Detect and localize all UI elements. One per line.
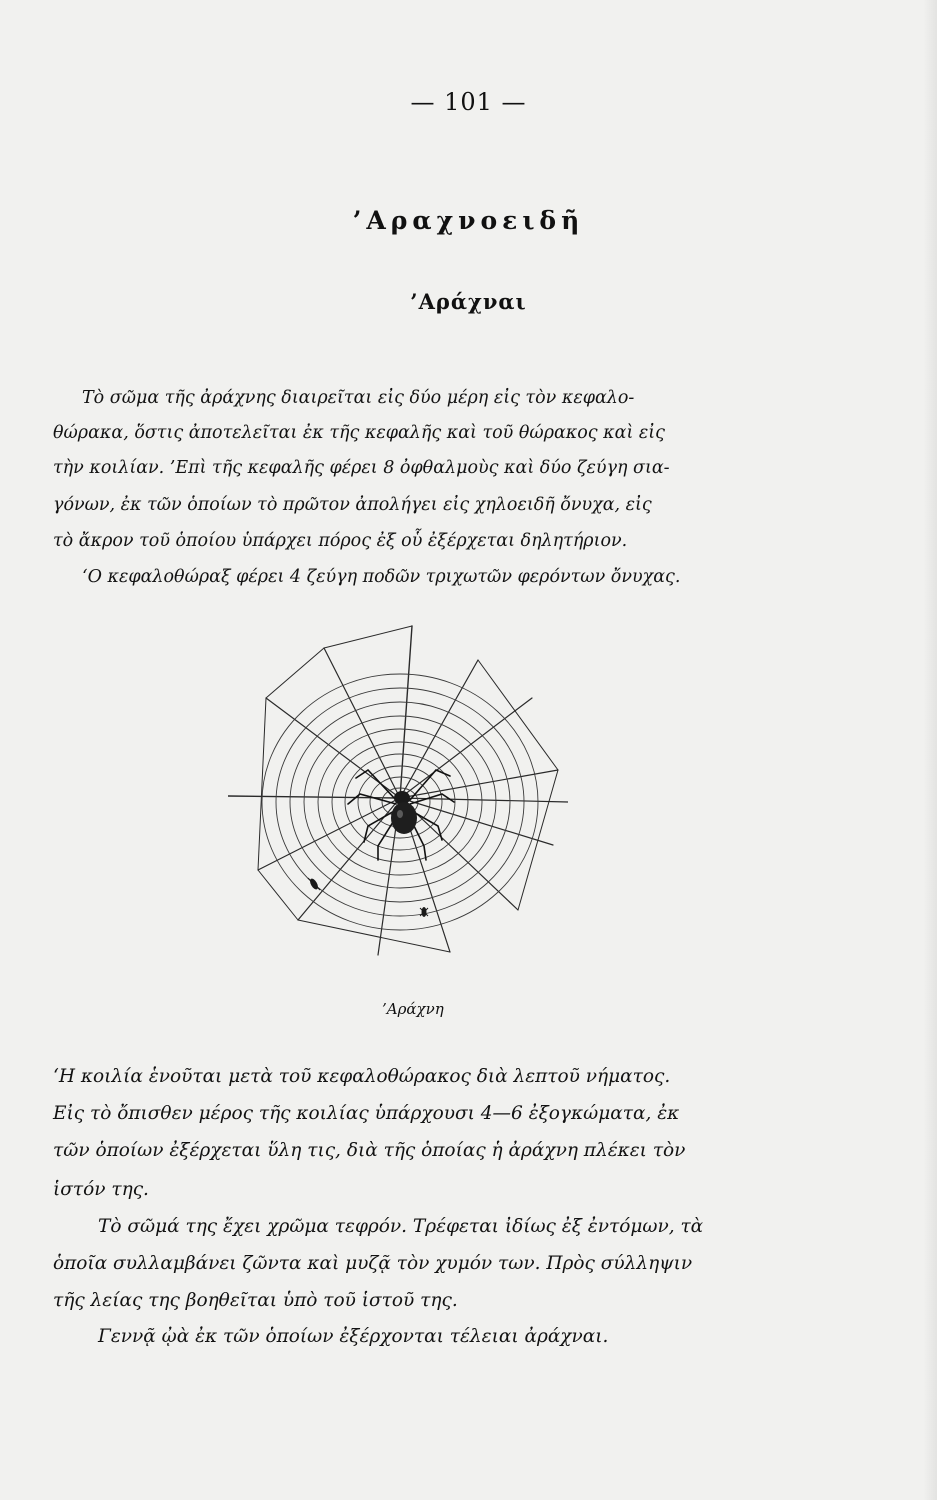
text-line: τὸ ἄκρον τοῦ ὁποίου ὑπάρχει πόρος ἐξ οὗ ἐξέρχεται δηλητήριον. [53,531,628,551]
text-line: Τὸ σῶμά της ἔχει χρῶμα τεφρόν. Τρέφεται ἰδίως ἐξ ἐντόμων, τὰ [98,1216,704,1237]
text-line: Τὸ σῶμα τῆς ἀράχνης διαιρεῖται εἰς δύο μέρη εἰς τὸν κεφαλο- [82,388,635,408]
spider-web-icon [228,620,568,970]
section-title: ’Αραχνοειδῆ [352,206,585,235]
subsection-title: ’Αράχναι [410,289,527,314]
page-number: — 101 — [410,88,527,116]
spider-web-illustration [228,620,568,970]
text-line: Εἰς τὸ ὄπισθεν μέρος τῆς κοιλίας ὑπάρχουσι 4—6 ἐξογκώματα, ἐκ [53,1103,680,1124]
text-line: θώρακα, ὅστις ἀποτελεῖται ἐκ τῆς κεφαλῆς καὶ τοῦ θώρακος καὶ εἰς [53,423,665,443]
text-line: γόνων, ἐκ τῶν ὁποίων τὸ πρῶτον ἀπολήγει εἰς χηλοειδῆ ὄνυχα, εἰς [53,495,652,515]
text-line: τῆς λείας της βοηθεῖται ὑπὸ τοῦ ἱστοῦ της. [53,1290,458,1311]
text-line: τῶν ὁποίων ἐξέρχεται ὕλη τις, διὰ τῆς ὁποίας ἡ ἀράχνη πλέκει τὸν [53,1140,686,1161]
text-line: ‘Ο κεφαλοθώραξ φέρει 4 ζεύγη ποδῶν τριχωτῶν φερόντων ὄνυχας. [82,567,681,587]
text-line: ὁποῖα συλλαμβάνει ζῶντα καὶ μυζᾷ τὸν χυμόν των. Πρὸς σύλληψιν [53,1253,693,1274]
text-line: τὴν κοιλίαν. ’Επὶ τῆς κεφαλῆς φέρει 8 ὀφθαλμοὺς καὶ δύο ζεύγη σια- [53,458,670,478]
text-line: Γεννᾷ ᾠὰ ἐκ τῶν ὁποίων ἐξέρχονται τέλειαι ἀράχναι. [98,1326,609,1347]
figure-caption: ’Αράχνη [382,1000,444,1018]
text-line: ‘Η κοιλία ἑνοῦται μετὰ τοῦ κεφαλοθώρακος διὰ λεπτοῦ νήματος. [53,1066,671,1087]
text-line: ἱστόν της. [53,1179,149,1200]
